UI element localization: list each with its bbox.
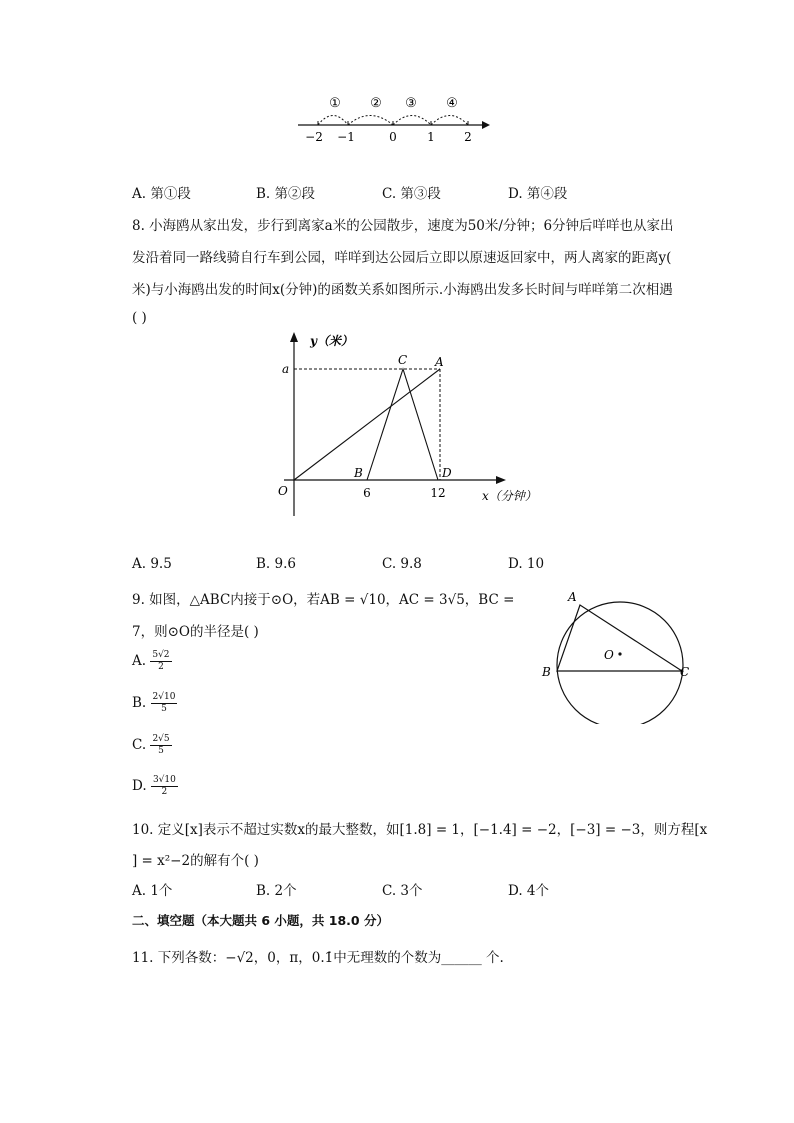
vertex-A-label: A bbox=[568, 590, 577, 604]
segment-arc bbox=[393, 116, 431, 126]
option-fraction: $\frac{5√2}{2}$ bbox=[152, 650, 170, 672]
segment-arc bbox=[348, 116, 393, 126]
number-line-figure bbox=[290, 90, 500, 146]
a-label: a bbox=[282, 362, 290, 376]
q9-circle-figure bbox=[534, 584, 704, 724]
q8-text-line2: 发沿着同一路线骑自行车到公园，咩咩到达公园后立即以原速返回家中，两人离家的距离y( bbox=[132, 250, 672, 266]
q8-text-line4: ( ) bbox=[132, 310, 147, 326]
circle-O bbox=[557, 602, 683, 724]
point-D-label: D bbox=[442, 466, 452, 480]
q9-text-line2: 7，则⊙O的半径是( ) bbox=[132, 624, 259, 640]
option-b[interactable]: B. 第②段 bbox=[256, 186, 316, 202]
q10-text-line2: ] = x²−2的解有个( ) bbox=[132, 853, 259, 869]
section-heading: 二、填空题（本大题共 6 小题，共 18.0 分） bbox=[132, 913, 389, 928]
q9-text-line1: 9. 如图，△ABC内接于⊙O，若AB = √10，AC = 3√5，BC = bbox=[132, 592, 515, 608]
y-axis-arrow bbox=[290, 332, 298, 342]
option-c[interactable]: C. 第③段 bbox=[382, 186, 441, 202]
segment-label: ① bbox=[329, 96, 341, 111]
q8-text-line1: 8. 小海鸥从家出发，步行到离家a米的公园散步，速度为50米/分钟；6分钟后咩咩也从家出 bbox=[132, 218, 674, 234]
tick-label: 1 bbox=[427, 130, 435, 144]
option-a[interactable]: A. 1个 bbox=[132, 883, 173, 899]
q9-option-c[interactable] bbox=[132, 734, 172, 757]
option-fraction: $\frac{3√10}{2}$ bbox=[152, 775, 176, 797]
line-OA bbox=[294, 369, 440, 480]
point-B-label: B bbox=[354, 466, 363, 480]
x-tick-12: 12 bbox=[430, 486, 446, 500]
tick-label: −1 bbox=[337, 130, 355, 144]
number-line-arrow bbox=[482, 121, 490, 129]
q10-text-line1: 10. 定义[x]表示不超过实数x的最大整数，如[1.8] = 1，[−1.4] = −2，[−3] = −3，则方程[x bbox=[132, 822, 708, 838]
option-fraction: $\frac{2√10}{5}$ bbox=[152, 692, 176, 714]
option-letter: C. bbox=[132, 737, 147, 753]
q9-option-b[interactable] bbox=[132, 692, 177, 715]
q11-text: 11. 下列各数：−√2，0，π，0.1̇中无理数的个数为______ 个. bbox=[132, 950, 504, 966]
center-O-label: O bbox=[604, 648, 614, 662]
segment-arc bbox=[431, 116, 468, 126]
point-A-label: A bbox=[435, 355, 444, 369]
option-d[interactable]: D. 第④段 bbox=[508, 186, 568, 202]
segment-arc bbox=[318, 116, 348, 126]
point-C-label: C bbox=[398, 353, 408, 367]
tick-label: −2 bbox=[305, 130, 323, 144]
segment-label: ③ bbox=[405, 96, 417, 111]
option-letter: B. bbox=[132, 695, 147, 711]
vertex-B-label: B bbox=[542, 665, 551, 679]
option-d[interactable]: D. 4个 bbox=[508, 883, 550, 899]
option-letter: A. bbox=[132, 653, 147, 669]
option-d[interactable]: D. 10 bbox=[508, 556, 545, 572]
segment-label: ④ bbox=[446, 96, 458, 111]
x-axis-label: x（分钟） bbox=[482, 489, 537, 503]
center-point bbox=[618, 652, 621, 655]
q8-text-line3: 米)与小海鸥出发的时间x(分钟)的函数关系如图所示.小海鸥出发多长时间与咩咩第二次相遇 bbox=[132, 282, 673, 298]
option-fraction: $\frac{2√5}{5}$ bbox=[152, 734, 170, 756]
q8-function-graph bbox=[270, 326, 540, 526]
triangle-ABC bbox=[557, 605, 682, 671]
tick-label: 0 bbox=[389, 130, 397, 144]
option-c[interactable]: C. 9.8 bbox=[382, 556, 422, 572]
line-BCD bbox=[367, 369, 438, 480]
x-tick-6: 6 bbox=[363, 486, 371, 500]
option-c[interactable]: C. 3个 bbox=[382, 883, 423, 899]
x-axis-arrow bbox=[496, 476, 506, 484]
vertex-C-label: C bbox=[680, 665, 690, 679]
option-b[interactable]: B. 9.6 bbox=[256, 556, 296, 572]
tick-label: 2 bbox=[464, 130, 472, 144]
option-b[interactable]: B. 2个 bbox=[256, 883, 297, 899]
q9-option-a[interactable] bbox=[132, 650, 172, 673]
option-letter: D. bbox=[132, 778, 147, 794]
option-a[interactable]: A. 第①段 bbox=[132, 186, 191, 202]
segment-label: ② bbox=[370, 96, 382, 111]
origin-label: O bbox=[278, 484, 288, 498]
option-a[interactable]: A. 9.5 bbox=[132, 556, 172, 572]
y-axis-label: y（米） bbox=[310, 334, 353, 348]
q9-option-d[interactable] bbox=[132, 775, 178, 798]
